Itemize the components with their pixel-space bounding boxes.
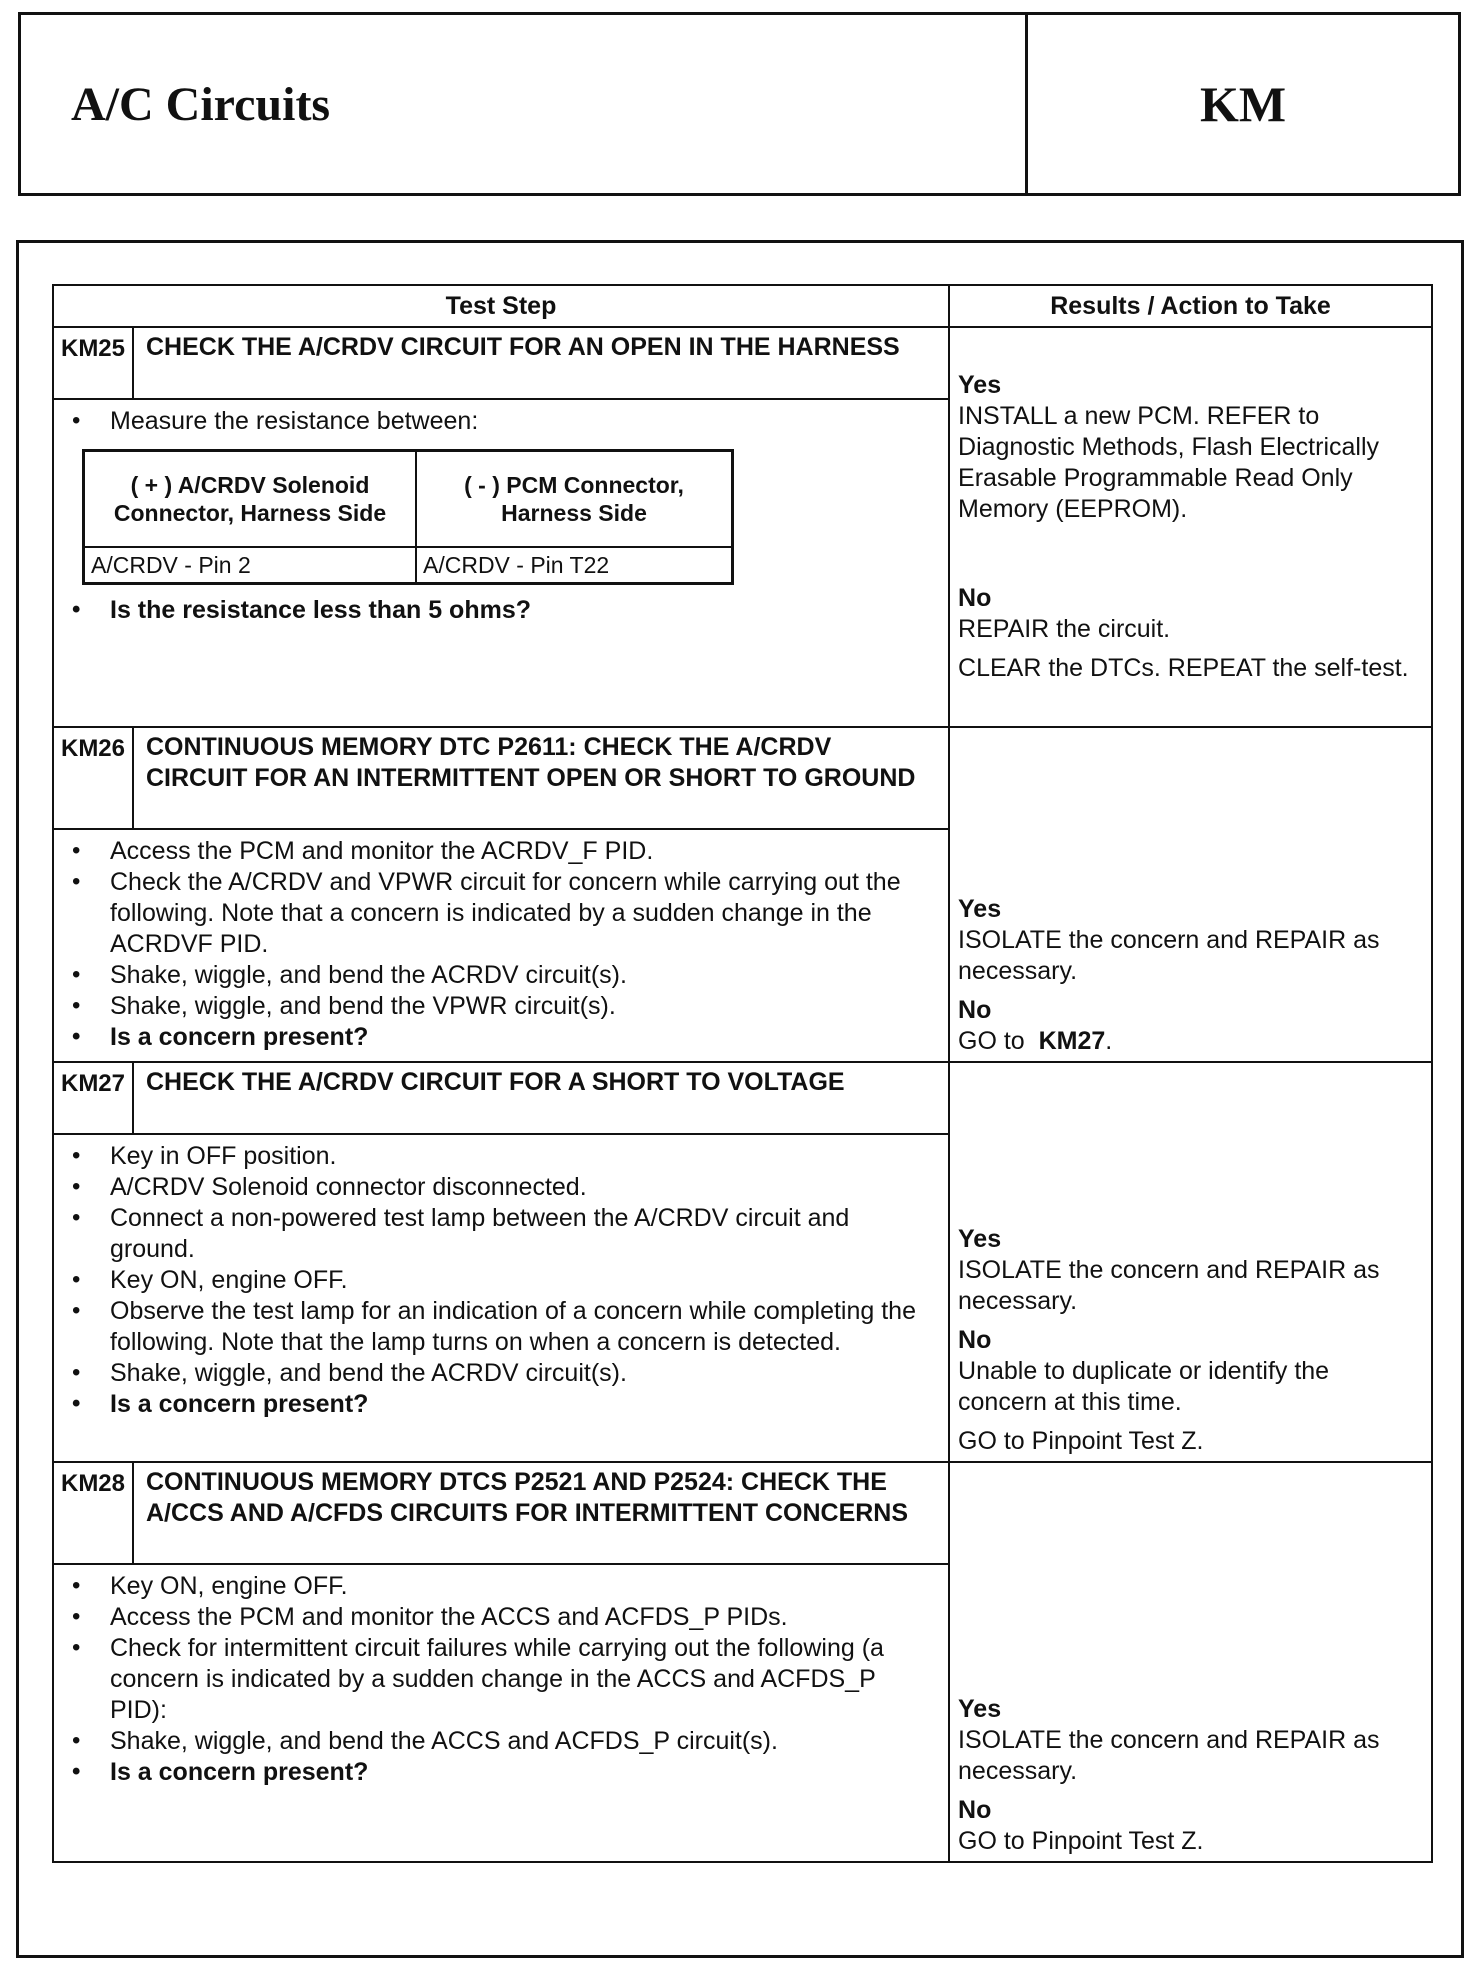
step-id: KM28 (53, 1462, 133, 1564)
step-title: CONTINUOUS MEMORY DTC P2611: CHECK THE A/CRDV CIRCUIT FOR AN INTERMITTENT OPEN OR SHORT TO GROUND (133, 727, 949, 829)
step-result (949, 727, 1432, 1062)
result-no-label: No (958, 996, 992, 1024)
connector-value-negative: A/CRDV - Pin T22 (416, 547, 733, 584)
step-instructions (53, 829, 949, 1062)
result-no-goto: GO to (958, 1027, 1025, 1055)
result-yes-label: Yes (958, 1695, 1002, 1723)
step-title-row (53, 727, 1432, 829)
result-yes-label: Yes (958, 895, 1002, 923)
result-yes-label: Yes (958, 371, 1002, 399)
instruction-item: • Access the PCM and monitor the ACRDV_F PID. (68, 836, 934, 867)
instruction-item: • A/CRDV Solenoid connector disconnected. (68, 1172, 934, 1203)
result-yes-text: INSTALL a new PCM. REFER to Diagnostic Methods, Flash Electrically Erasable Programmable Read Only Memory (EEPROM). (958, 402, 1380, 523)
page-title: A/C Circuits (21, 15, 1028, 193)
instruction-item: • Measure the resistance between: (68, 406, 934, 437)
result-no-text-2: GO to Pinpoint Test Z. (958, 1427, 1204, 1455)
result-no-label: No (958, 584, 992, 612)
result-no-text (958, 1026, 1423, 1057)
result-no-label: No (958, 1326, 992, 1354)
result-no-text: GO to Pinpoint Test Z. (958, 1827, 1204, 1855)
step-result (949, 1462, 1432, 1862)
step-instructions (53, 399, 949, 727)
step-id: KM26 (53, 727, 133, 829)
instruction-item: • Shake, wiggle, and bend the ACCS and ACFDS_P circuit(s). (68, 1726, 934, 1757)
connector-value-positive: A/CRDV - Pin 2 (84, 547, 417, 584)
step-title: CONTINUOUS MEMORY DTCS P2521 AND P2524: CHECK THE A/CCS AND A/CFDS CIRCUITS FOR INTERMITTENT CONCERNS (133, 1462, 949, 1564)
instruction-item: • Connect a non-powered test lamp between the A/CRDV circuit and ground. (68, 1203, 934, 1265)
result-no-label: No (958, 1796, 992, 1824)
step-result (949, 1062, 1432, 1462)
result-yes-text: ISOLATE the concern and REPAIR as necessary. (958, 926, 1380, 985)
result-yes-text: ISOLATE the concern and REPAIR as necessary. (958, 1726, 1380, 1785)
result-no-text-2: CLEAR the DTCs. REPEAT the self-test. (958, 654, 1409, 682)
step-instructions (53, 1564, 949, 1862)
step-title: CHECK THE A/CRDV CIRCUIT FOR AN OPEN IN THE HARNESS (133, 327, 949, 399)
connector-header-negative: ( - ) PCM Connector, Harness Side (416, 451, 733, 548)
result-yes-label: Yes (958, 1225, 1002, 1253)
step-result (949, 327, 1432, 727)
instruction-item: • Key ON, engine OFF. (68, 1571, 934, 1602)
step-title-row (53, 1062, 1432, 1134)
section-code: KM (1199, 76, 1287, 132)
instruction-item: • Key ON, engine OFF. (68, 1265, 934, 1296)
step-title-row (53, 1462, 1432, 1564)
column-header-results: Results / Action to Take (949, 285, 1432, 327)
step-id: KM27 (53, 1062, 133, 1134)
column-header-test-step: Test Step (53, 285, 949, 327)
instruction-item: • Access the PCM and monitor the ACCS and ACFDS_P PIDs. (68, 1602, 934, 1633)
connector-header-positive: ( + ) A/CRDV Solenoid Connector, Harness Side (84, 451, 417, 548)
step-title: CHECK THE A/CRDV CIRCUIT FOR A SHORT TO VOLTAGE (133, 1062, 949, 1134)
instruction-item: • Shake, wiggle, and bend the VPWR circuit(s). (68, 991, 934, 1022)
instruction-item: • Key in OFF position. (68, 1141, 934, 1172)
result-yes-text: ISOLATE the concern and REPAIR as necessary. (958, 1256, 1380, 1315)
content-frame (16, 240, 1464, 1958)
result-no-text: Unable to duplicate or identify the concern at this time. (958, 1357, 1330, 1416)
instruction-question: • Is the resistance less than 5 ohms? (68, 595, 934, 626)
result-no-text: REPAIR the circuit. (958, 615, 1171, 643)
step-title-row (53, 327, 1432, 399)
instruction-item: • Shake, wiggle, and bend the ACRDV circuit(s). (68, 960, 934, 991)
test-step-table (52, 284, 1433, 1863)
instruction-item: • Shake, wiggle, and bend the ACRDV circuit(s). (68, 1358, 934, 1389)
instruction-item: • Check the A/CRDV and VPWR circuit for concern while carrying out the following. Note that a concern is indicated by a sudden change in the ACRDVF PID. (68, 867, 934, 960)
instruction-item: • Observe the test lamp for an indication of a concern while completing the following. Note that the lamp turns on when a concern is detected. (68, 1296, 934, 1358)
result-no-end: . (1105, 1027, 1113, 1055)
step-id: KM25 (53, 327, 133, 399)
page-header (18, 12, 1461, 196)
table-header-row (53, 285, 1432, 327)
instruction-question: • Is a concern present? (68, 1022, 934, 1053)
instruction-item: • Check for intermittent circuit failures while carrying out the following (a concern is indicated by a sudden change in the ACCS and ACFDS_P PID): (68, 1633, 934, 1726)
instruction-question: • Is a concern present? (68, 1389, 934, 1420)
result-no-step-link[interactable]: KM27 (1038, 1027, 1106, 1055)
connector-table (82, 449, 734, 585)
instruction-question: • Is a concern present? (68, 1757, 934, 1788)
step-instructions (53, 1134, 949, 1462)
